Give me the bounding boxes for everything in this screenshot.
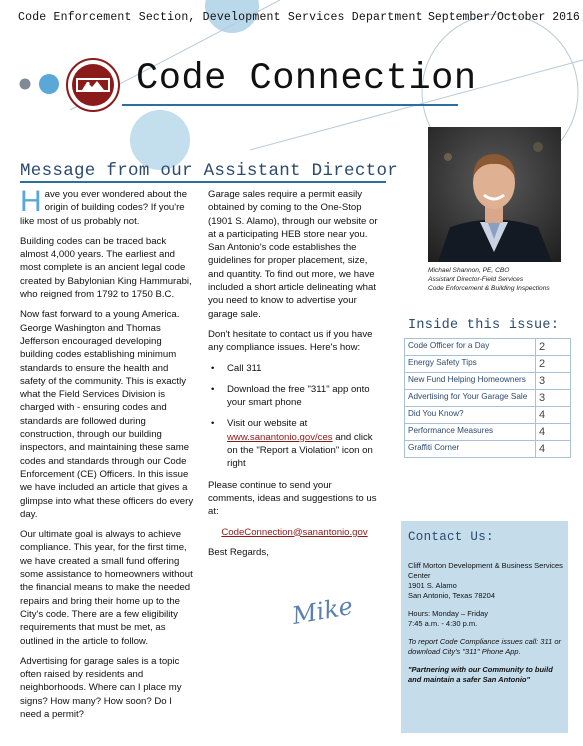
website-link[interactable]: www.sanantonio.gov/ces — [227, 431, 333, 443]
contact-methods-list — [208, 362, 381, 471]
toc-page: 2 — [536, 356, 571, 373]
issue-date: September/October 2016 — [428, 11, 580, 24]
toc-label: Graffiti Corner — [405, 441, 536, 458]
toc-row[interactable] — [405, 424, 571, 441]
toc-label: Code Officer for a Day — [405, 339, 536, 356]
decor-dot-blue — [39, 74, 59, 94]
contact-hours: Hours: Monday – Friday 7:45 a.m. - 4:30 p.m. — [408, 609, 489, 628]
toc-page: 3 — [536, 390, 571, 407]
city-seal-icon — [64, 57, 122, 113]
paragraph-history: Building codes can be traced back almost 4,000 years. The earliest and most complete is an ancient legal code created by Babylonian King Hammurabi, who reigned from 1792 to 1750 B.C. — [20, 235, 192, 301]
paragraph-feedback: Please continue to send your comments, ideas and suggestions to us at: — [208, 479, 377, 518]
toc-label: Energy Safety Tips — [405, 356, 536, 373]
decor-dot-gray — [20, 79, 31, 90]
contact-report: To report Code Compliance issues call: 311 or download City's "311" Phone App. — [408, 637, 561, 656]
drop-cap: H — [20, 185, 42, 218]
newsletter-title: Code Connection — [136, 58, 477, 100]
toc-label: New Fund Helping Homeowners — [405, 373, 536, 390]
table-of-contents — [404, 338, 571, 458]
contact-org: Cliff Morton Development & Business Services Center — [408, 561, 563, 580]
toc-row[interactable] — [405, 407, 571, 424]
contact-address — [408, 561, 563, 601]
director-photo — [428, 127, 561, 262]
bullet-call: • Call 311 — [208, 362, 381, 375]
toc-label: Did You Know? — [405, 407, 536, 424]
closing: Best Regards, — [208, 546, 269, 558]
toc-label: Advertising for Your Garage Sale — [405, 390, 536, 407]
toc-page: 4 — [536, 441, 571, 458]
toc-row[interactable] — [405, 441, 571, 458]
signature: Mike — [290, 591, 355, 631]
toc-label: Performance Measures — [405, 424, 536, 441]
toc-row[interactable] — [405, 390, 571, 407]
department-header: Code Enforcement Section, Development Services Department — [18, 11, 423, 24]
photo-caption — [428, 266, 568, 293]
message-heading: Message from our Assistant Director — [20, 161, 399, 181]
toc-page: 3 — [536, 373, 571, 390]
paragraph-garage: Advertising for garage sales is a topic often raised by residents and neighborhoods. Where can I place my signs? How many? How soon? Do I need a permit? — [20, 655, 182, 720]
toc-row[interactable] — [405, 339, 571, 356]
paragraph-permit: Garage sales require a permit easily obtained by coming to the One-Stop (1901 S. Alamo), through our website or at a participating HEB store near you. San Antonio's code establishes the guidelines for proper placement, size, and quantity. To find out more, we have included a short article delineating what you need to know to advertise your garage sale. — [208, 189, 378, 320]
contact-details — [408, 561, 563, 693]
paragraph-america: Now fast forward to a young America. George Washington and Thomas Jefferson encouraged developing building codes establishing minimum standards to ensure the health and safety of the community. This is exactly what the Field Services Division is charged with - ensuring codes and standards are followed during construction, through our building inspectors, and maintaining these same codes and standards through our Code Enforcement (CE) Officers. In this issue we have included an article that gives a glimpse into what these officers do every day. — [20, 309, 194, 520]
contact-city: San Antonio, Texas 78204 — [408, 591, 496, 600]
email-link[interactable]: CodeConnection@sanantonio.gov — [221, 526, 368, 538]
inside-issue-heading: Inside this issue: — [408, 318, 560, 333]
toc-page: 4 — [536, 424, 571, 441]
contact-street: 1901 S. Alamo — [408, 581, 457, 590]
message-underline — [20, 181, 386, 183]
paragraph-contact: Don't hesitate to contact us if you have any compliance issues. Here's how: — [208, 328, 373, 354]
contact-heading: Contact Us: — [408, 530, 494, 544]
caption-title-2: Code Enforcement & Building Inspections — [428, 285, 550, 292]
caption-name: Michael Shannon, PE, CBO — [428, 267, 510, 274]
bullet-app: • Download the free "311" app onto your smart phone — [208, 383, 381, 410]
title-underline — [122, 104, 458, 106]
contact-motto: "Partnering with our Community to build and maintain a safer San Antonio" — [408, 665, 553, 684]
toc-page: 4 — [536, 407, 571, 424]
toc-row[interactable] — [405, 373, 571, 390]
intro-paragraph: Have you ever wondered about the origin of building codes? If you're like most of us probably not. — [20, 185, 188, 227]
toc-page: 2 — [536, 339, 571, 356]
toc-row[interactable] — [405, 356, 571, 373]
paragraph-compliance: Our ultimate goal is always to achieve compliance. This year, for the first time, we have created a small fund offering some assistance to homeowners without the financial means to make the needed repairs and bring their home up to the City's code. There are a few eligibility requirements that must be met, as outlined in the article to follow. — [20, 529, 193, 647]
caption-title-1: Assistant Director-Field Services — [428, 276, 524, 283]
article-column-2 — [208, 188, 381, 566]
article-column-1 — [20, 185, 194, 728]
bullet-website: • Visit our website at www.sanantonio.gov/ces and click on the "Report a Violation" icon on right — [208, 417, 381, 470]
